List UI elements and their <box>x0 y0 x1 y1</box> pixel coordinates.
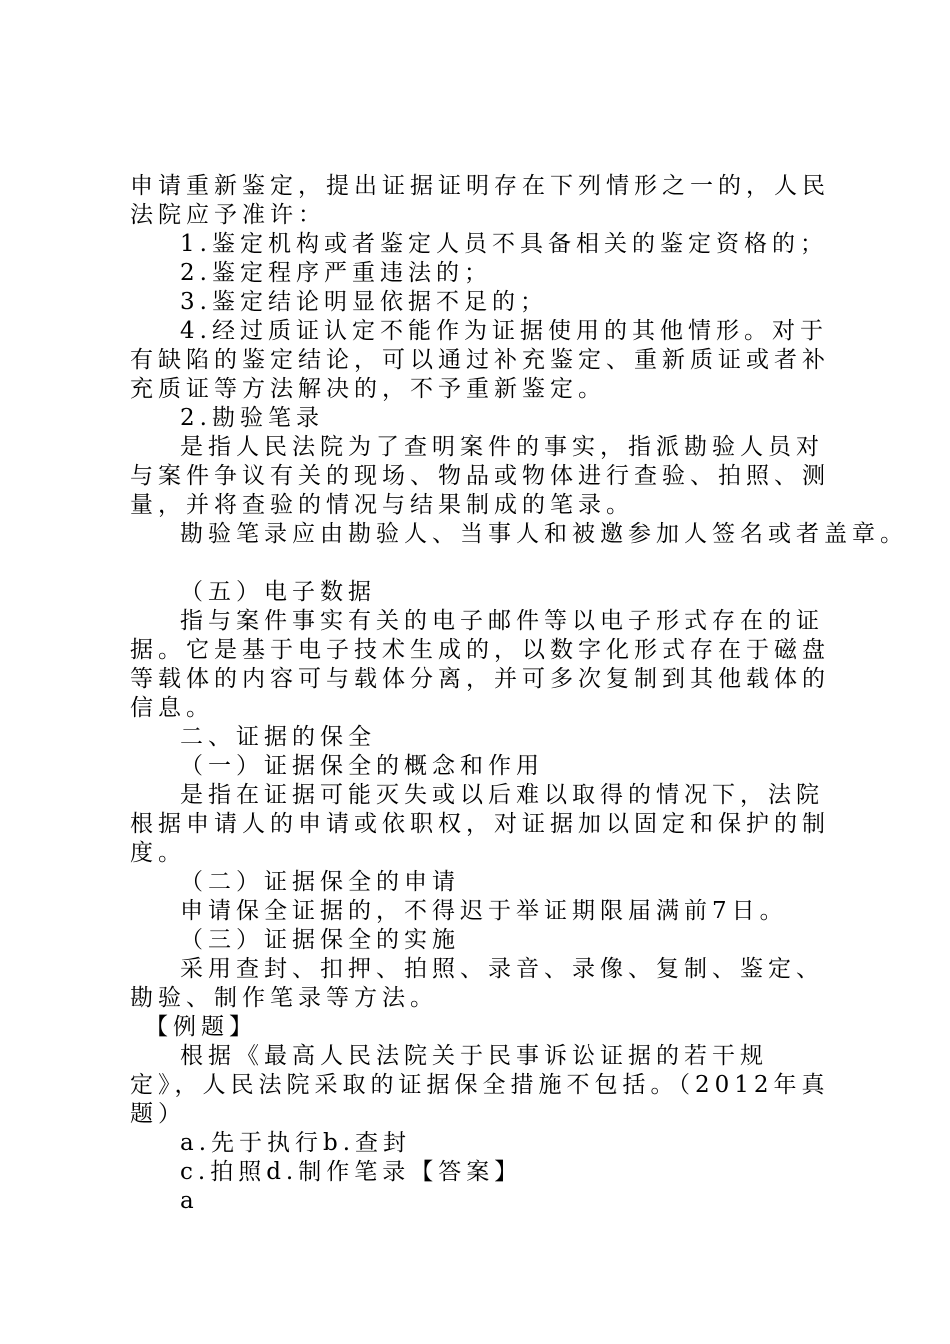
list-item-4: 4.经过质证认定不能作为证据使用的其他情形。对于有缺陷的鉴定结论，可以通过补充鉴定、重新质证或者补充质证等方法解决的，不予重新鉴定。 <box>130 318 830 402</box>
option-a-b: a.先于执行b.查封 <box>180 1130 412 1156</box>
paragraph-inspection-definition: 是指人民法院为了查明案件的事实，指派勘验人员对与案件争议有关的现场、物品或物体进行查验、拍照、测量，并将查验的情况与结果制成的笔录。 <box>130 434 830 518</box>
document-body <box>130 172 908 1216</box>
list-item-3: 3.鉴定结论明显依据不足的； <box>180 289 548 315</box>
list-item-1: 1.鉴定机构或者鉴定人员不具备相关的鉴定资格的； <box>180 231 828 257</box>
paragraph-concept: 是指在证据可能灭失或以后难以取得的情况下，法院根据申请人的申请或依职权，对证据加以固定和保护的制度。 <box>130 782 830 866</box>
answer-value: a <box>180 1188 199 1214</box>
section-heading-inspection-record: 2.勘验笔录 <box>180 405 324 431</box>
section-heading-evidence-preservation: 二、证据的保全 <box>180 724 376 750</box>
paragraph-application: 申请保全证据的，不得迟于举证期限届满前7日。 <box>180 898 788 924</box>
subheading-implementation: （三）证据保全的实施 <box>180 927 460 953</box>
example-label: 【例题】 <box>145 1014 257 1040</box>
subheading-concept: （一）证据保全的概念和作用 <box>180 753 544 779</box>
option-c-d-answer: c.拍照d.制作笔录【答案】 <box>180 1159 523 1185</box>
subheading-application: （二）证据保全的申请 <box>180 869 460 895</box>
list-item-2: 2.鉴定程序严重违法的； <box>180 260 492 286</box>
section-heading-electronic-data: （五）电子数据 <box>180 579 376 605</box>
paragraph-reappraisal: 申请重新鉴定，提出证据证明存在下列情形之一的，人民法院应予准许： <box>130 173 830 228</box>
paragraph-inspection-signature: 勘验笔录应由勘验人、当事人和被邀参加人签名或者盖章。 <box>180 521 908 547</box>
blank-line <box>130 549 835 578</box>
example-question: 根据《最高人民法院关于民事诉讼证据的若干规定》，人民法院采取的证据保全措施不包括。（2012年真题） <box>130 1043 830 1127</box>
paragraph-implementation: 采用查封、扣押、拍照、录音、录像、复制、鉴定、勘验、制作笔录等方法。 <box>130 956 824 1011</box>
paragraph-electronic-data: 指与案件事实有关的电子邮件等以电子形式存在的证据。它是基于电子技术生成的，以数字化形式存在于磁盘等载体的内容可与载体分离，并可多次复制到其他载体的信息。 <box>130 608 830 721</box>
